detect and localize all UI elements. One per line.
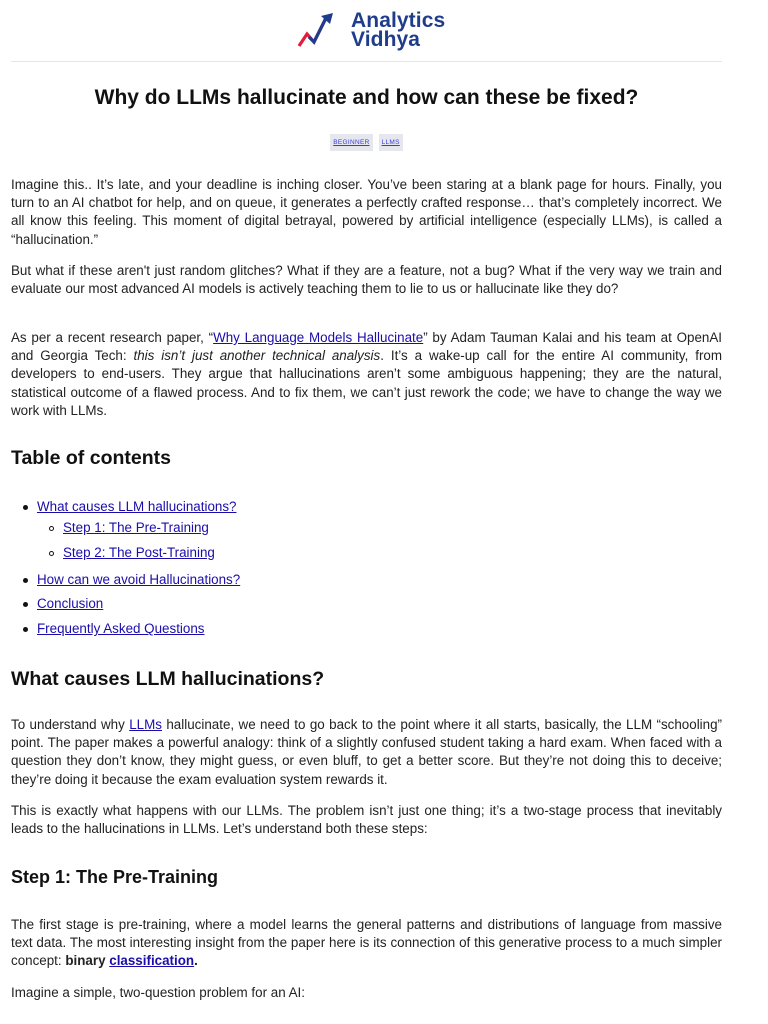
intro-paragraph-3 [11, 329, 722, 420]
s1p1-text-b: hallucinate, we need to go back to the point where it all starts, basically, the LLM “schooling” point. The paper makes a powerful analogy: think of a slightly confused student taking a hard exam. When faced with a question they don’t know, they might guess, or even bluff, to get a better score. But they’re not doing this to deceive; they’re doing it because the exam evaluation system rewards it. [11, 717, 723, 787]
toc-heading: Table of contents [11, 447, 171, 469]
intro-paragraph-2: But what if these aren't just random glitches? What if they are a feature, not a bug? What if the very way we train and evaluate our most advanced AI models is actively teaching them to lie to us or hallucinate like they do? [11, 263, 722, 297]
s1p1-text-a: To understand why [11, 717, 130, 732]
section1-paragraph-2: This is exactly what happens with our LLMs. The problem isn’t just one thing; it’s a two-stage process that inevitably leads to the hallucinations in LLMs. Let’s understand both these steps: [11, 803, 722, 837]
section1-paragraph-1 [11, 716, 722, 789]
article-tags [0, 134, 733, 151]
s2p1-text-a: The first stage is pre-training, where a model learns the general patterns and distributions of language from massive text data. The most interesting insight from the paper here is its connection of this generative process to a much simpler concept: [11, 917, 722, 969]
toc-link-what-causes[interactable]: What causes LLM hallucinations? [37, 499, 237, 514]
toc-bullet [23, 505, 28, 510]
toc-bullet [23, 602, 28, 607]
toc-bullet [23, 578, 28, 583]
intro-paragraph-1: Imagine this.. It’s late, and your deadline is inching closer. You’ve been staring at a blank page for hours. Finally, you turn to an AI chatbot for help, and on queue, it generates a perfectly crafted response… that’s completely incorrect. We all know this feeling. This moment of digital betrayal, powered by artificial intelligence (especially LLMs), is called a “hallucination.” [11, 177, 722, 247]
toc-link-conclusion[interactable]: Conclusion [37, 596, 104, 611]
section2-paragraph-1 [11, 916, 722, 971]
tag-llms[interactable]: LLMS [379, 134, 403, 151]
s2p1-bold-text: binary [65, 953, 110, 969]
classification-link[interactable]: classification [109, 953, 195, 969]
toc-link-step-1[interactable]: Step 1: The Pre-Training [63, 520, 209, 535]
logo-line-2: Vidhya [351, 28, 421, 51]
paper-link[interactable]: Why Language Models Hallucinate [213, 330, 424, 345]
site-logo[interactable] [297, 11, 467, 55]
llms-link[interactable]: LLMs [129, 717, 162, 732]
section-heading-what-causes: What causes LLM hallucinations? [11, 668, 325, 690]
s2p1-bold-end: . [194, 953, 198, 969]
intro-p3-text-c: . It’s a wake-up call for the entire AI community, from developers to end-users. They argue that hallucinations aren’t some ambiguous happening; they are the natural, statistical outcome of a flawed process. And to fix them, we can’t just rework the code; we have to change the way we work with LLMs. [11, 348, 723, 418]
toc-link-faq[interactable]: Frequently Asked Questions [37, 621, 205, 636]
toc-sub-bullet [49, 526, 54, 531]
tag-beginner[interactable]: BEGINNER [330, 134, 372, 151]
s2p1-bold [65, 953, 197, 968]
intro-p3-text-b: ” by Adam Tauman Kalai and his team at OpenAI and Georgia Tech: [11, 330, 722, 364]
toc-sub-bullet [49, 551, 54, 556]
toc-bullet [23, 627, 28, 632]
article-title: Why do LLMs hallucinate and how can these be fixed? [94, 86, 639, 109]
logo-line-1: Analytics [351, 9, 446, 32]
site-header [11, 0, 722, 62]
intro-p3-italic: this isn’t just another technical analysis [133, 348, 381, 364]
logo-wordmark [351, 11, 445, 49]
toc-link-avoid[interactable]: How can we avoid Hallucinations? [37, 572, 241, 587]
section-heading-step-1: Step 1: The Pre-Training [11, 867, 219, 887]
section2-paragraph-2: Imagine a simple, two-question problem for an AI: [11, 985, 305, 1000]
analytics-vidhya-logo-icon [297, 11, 347, 51]
intro-p3-text-a: As per a recent research paper, “ [11, 330, 214, 345]
toc-link-step-2[interactable]: Step 2: The Post-Training [63, 545, 215, 560]
